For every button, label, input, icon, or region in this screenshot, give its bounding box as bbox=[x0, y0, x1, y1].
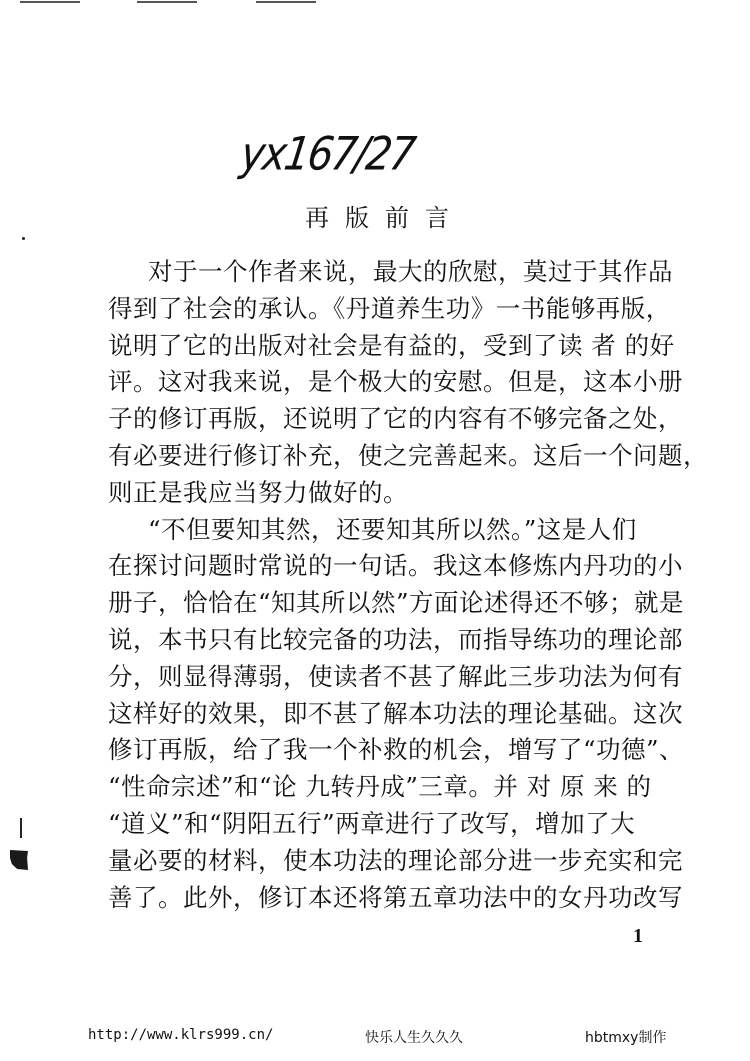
text-line: 量必要的材料，使本功法的理论部分进一步充实和完 bbox=[108, 845, 683, 875]
text-line: 善了。此外，修订本还将第五章功法中的女丹功改写 bbox=[108, 882, 683, 912]
footer-url: http://www.klrs999.cn/ bbox=[88, 1027, 274, 1043]
text-line: 分，则显得薄弱，使读者不甚了解此三步功法为何有 bbox=[108, 661, 683, 691]
page-title: 再版前言 bbox=[305, 204, 465, 232]
top-rule-3 bbox=[256, 1, 316, 3]
footer-site-name: 快乐人生久久久 bbox=[365, 1030, 463, 1046]
margin-ink-blot bbox=[10, 850, 28, 870]
text-line: 对于一个作者来说，最大的欣慰，莫过于其作品 bbox=[148, 257, 673, 286]
text-line: 有必要进行修订补充，使之完善起来。这后一个问题， bbox=[108, 440, 708, 470]
margin-mark bbox=[22, 237, 25, 240]
text-line: 修订再版，给了我一个补救的机会，增写了“功德”、 bbox=[108, 735, 685, 765]
footer-credit: hbtmxy制作 bbox=[585, 1030, 667, 1046]
top-rule-2 bbox=[137, 1, 197, 3]
text-line: 评。这对我来说，是个极大的安慰。但是，这本小册 bbox=[108, 367, 683, 397]
page-number: 1 bbox=[633, 925, 643, 947]
text-line: 册子，恰恰在“知其所以然”方面论述得还不够；就是 bbox=[108, 588, 685, 618]
body-text bbox=[108, 254, 708, 916]
text-line: 说明了它的出版对社会是有益的，受到了读 者 的好 bbox=[108, 330, 675, 360]
margin-mark bbox=[20, 818, 22, 838]
top-rule-1 bbox=[20, 1, 80, 3]
text-line: 得到了社会的承认。《丹道养生功》一书能够再版， bbox=[108, 293, 671, 323]
text-line: 在探讨问题时常说的一句话。我这本修炼内丹功的小 bbox=[108, 551, 683, 581]
text-line: 说，本书只有比较完备的功法，而指导练功的理论部 bbox=[108, 624, 683, 654]
text-line: 子的修订再版，还说明了它的内容有不够完备之处， bbox=[108, 404, 683, 434]
text-line: “道义”和“阴阳五行”两章进行了改写，增加了大 bbox=[108, 808, 636, 838]
text-line: “性命宗述”和“论 九转丹成”三章。并 对 原 来 的 bbox=[108, 772, 652, 802]
text-line: 这样好的效果，即不甚了解本功法的理论基础。这次 bbox=[108, 698, 683, 728]
text-line: “不但要知其然，还要知其所以然。”这是人们 bbox=[148, 514, 637, 544]
text-line: 则正是我应当努力做好的。 bbox=[108, 477, 408, 507]
handwritten-call-number: yx167/27 bbox=[237, 128, 418, 181]
